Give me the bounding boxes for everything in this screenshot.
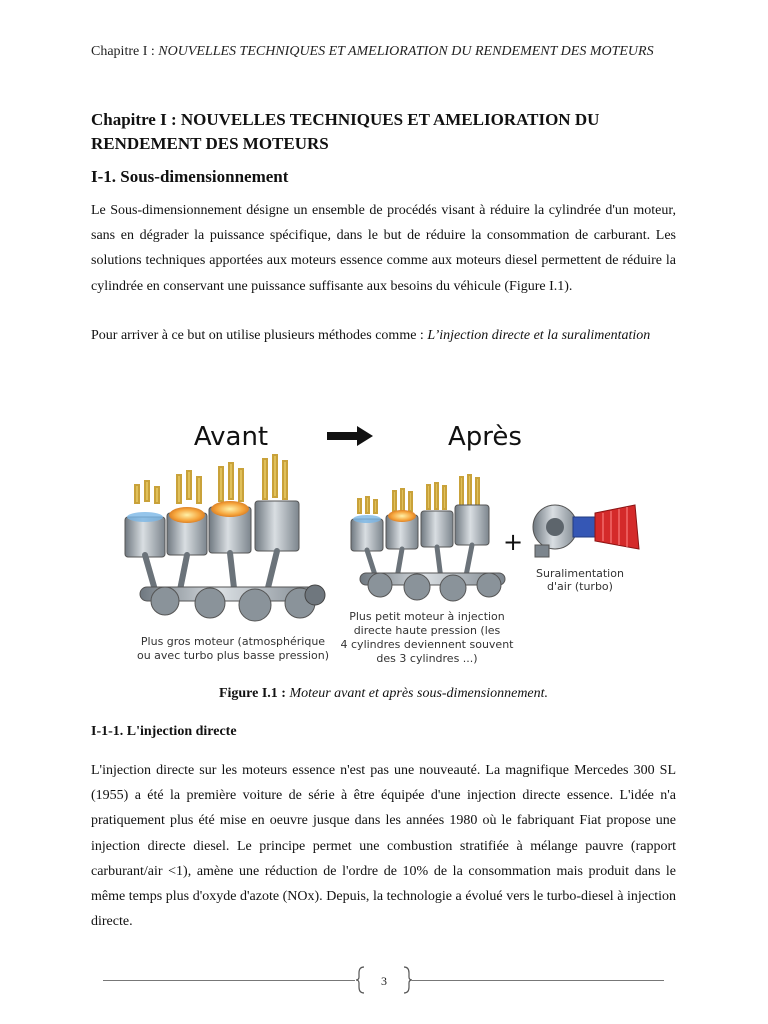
small-engine-illustration bbox=[351, 475, 505, 601]
page-number: 3 bbox=[381, 974, 387, 988]
paragraph-methodes bbox=[91, 323, 676, 348]
running-header-title: NOUVELLES TECHNIQUES ET AMELIORATION DU RENDEMENT DES MOTEURS bbox=[158, 44, 654, 59]
footer-divider-left bbox=[103, 980, 355, 981]
subsection-title: I-1-1. L'injection directe bbox=[91, 724, 237, 739]
running-header bbox=[91, 42, 676, 61]
label-avant: Avant bbox=[193, 422, 269, 452]
arrow-right-icon bbox=[327, 426, 373, 446]
chapter-title: Chapitre I : NOUVELLES TECHNIQUES ET AMELIORATION DU RENDEMENT DES MOTEURS bbox=[91, 110, 600, 153]
figure-caption bbox=[91, 684, 676, 704]
caption-small-engine-line4: des 3 cylindres ...) bbox=[376, 652, 478, 665]
big-engine-illustration bbox=[125, 455, 325, 621]
engine-illustration bbox=[115, 405, 655, 670]
paragraph-methodes-italic: L’injection directe et la suralimentation bbox=[427, 328, 651, 343]
caption-turbo-line2: d'air (turbo) bbox=[547, 580, 613, 593]
figure-caption-label: Figure I.1 : bbox=[218, 686, 286, 701]
footer-divider-right bbox=[412, 980, 664, 981]
caption-big-engine-line2: ou avec turbo plus basse pression) bbox=[136, 649, 330, 662]
caption-big-engine-line1: Plus gros moteur (atmosphérique bbox=[140, 635, 326, 648]
caption-small-engine-line2: directe haute pression (les bbox=[353, 624, 501, 637]
figure-engine-downsizing bbox=[115, 405, 655, 670]
caption-small-engine-line3: 4 cylindres deviennent souvent bbox=[340, 638, 514, 651]
paragraph-injection-directe: L'injection directe sur les moteurs essence n'est pas une nouveauté. La magnifique Mercedes 300 SL (1955) a été la première voiture de série à être équipée d'une injection directe essence. L'idée n'a pratiquement plus été mise en oeuvre jusque dans les années 1980 où le fabriquant Fiat propose une injection directe diesel. Le principe permet une combustion stratifiée à mélange pauvre (rapport carburant/air <1), amène une réduction de l'ordre de 10% de la consommation mais produit dans le même temps plus d'oxyde d'azote (NOx). Depuis, la technologie a évolué vers le turbo-diesel à injection directe. bbox=[91, 763, 676, 930]
turbo-illustration bbox=[533, 505, 639, 557]
running-header-prefix: Chapitre I : bbox=[91, 44, 159, 59]
figure-caption-text: Moteur avant et après sous-dimensionnement. bbox=[285, 686, 549, 701]
label-apres: Après bbox=[448, 422, 522, 452]
caption-small-engine-line1: Plus petit moteur à injection bbox=[349, 610, 505, 623]
caption-turbo-line1: Suralimentation bbox=[536, 567, 624, 580]
paragraph-methodes-lead: Pour arriver à ce but on utilise plusieurs méthodes comme : bbox=[91, 328, 428, 343]
section-title: I-1. Sous-dimensionnement bbox=[91, 167, 289, 186]
plus-sign: + bbox=[502, 528, 524, 556]
paragraph-sous-dimensionnement: Le Sous-dimensionnement désigne un ensemble de procédés visant à réduire la cylindrée d'un moteur, sans en dégrader la puissance spécifique, dans le but de réduire la consommation de carburant. Les solutions techniques apportées aux moteurs essence comme aux moteurs diesel permettent de réduire la cylindrée en conservant une puissance suffisante aux besoins du véhicule (Figure I.1). bbox=[91, 203, 676, 294]
